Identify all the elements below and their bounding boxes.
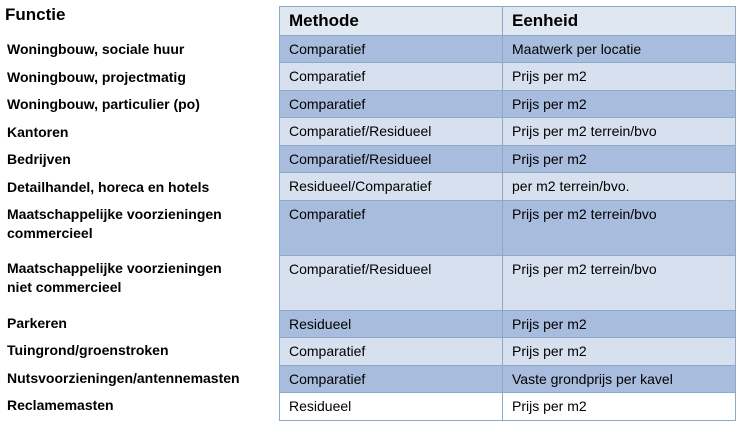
functie-label: Woningbouw, sociale huur [7,41,185,57]
methode-cell: Residueel [280,393,503,421]
eenheid-cell: per m2 terrein/bvo. [503,173,736,201]
table-row [280,146,736,173]
table-row [280,256,736,311]
eenheid-cell: Prijs per m2 terrein/bvo [503,256,736,311]
table-row [280,118,736,146]
eenheid-cell: Maatwerk per locatie [503,36,736,63]
functie-label: Reclamemasten [7,397,114,413]
methode-eenheid-table [279,6,736,421]
table-row [280,91,736,118]
functie-label: Kantoren [7,124,69,140]
eenheid-cell: Prijs per m2 [503,91,736,118]
header-row [280,7,736,36]
table-row [280,36,736,63]
eenheid-cell: Vaste grondprijs per kavel [503,366,736,393]
methode-cell: Comparatief/Residueel [280,256,503,311]
methode-cell: Comparatief/Residueel [280,146,503,173]
methode-cell: Residueel [280,311,503,338]
functie-label: Nutsvoorzieningen/antennemasten [7,370,240,386]
eenheid-cell: Prijs per m2 terrein/bvo [503,201,736,256]
functie-label: Detailhandel, horeca en hotels [7,179,210,195]
eenheid-cell: Prijs per m2 [503,63,736,91]
table-row [280,366,736,393]
methode-cell: Comparatief [280,91,503,118]
methode-cell: Comparatief [280,63,503,91]
table-row [280,338,736,366]
table-row [280,63,736,91]
eenheid-cell: Prijs per m2 [503,311,736,338]
functie-label: Maatschappelijke voorzieningen commercieel [7,206,222,241]
table-row [280,393,736,421]
eenheid-cell: Prijs per m2 [503,338,736,366]
functie-label: Parkeren [7,315,67,331]
functie-label: Bedrijven [7,151,71,167]
methode-cell: Comparatief [280,338,503,366]
table-row [280,173,736,201]
column-header-eenheid: Eenheid [503,7,736,36]
functie-label: Woningbouw, projectmatig [7,69,186,85]
eenheid-cell: Prijs per m2 terrein/bvo [503,118,736,146]
functie-label: Tuingrond/groenstroken [7,342,169,358]
column-header-functie: Functie [5,5,66,24]
table-row [280,311,736,338]
functie-label: Maatschappelijke voorzieningen niet commercieel [7,260,222,295]
eenheid-cell: Prijs per m2 [503,146,736,173]
functie-label: Woningbouw, particulier (po) [7,96,200,112]
table-row [280,201,736,256]
methode-cell: Comparatief/Residueel [280,118,503,146]
eenheid-cell: Prijs per m2 [503,393,736,421]
methode-cell: Comparatief [280,201,503,256]
methode-cell: Residueel/Comparatief [280,173,503,201]
methode-cell: Comparatief [280,36,503,63]
column-header-methode: Methode [280,7,503,36]
methode-cell: Comparatief [280,366,503,393]
